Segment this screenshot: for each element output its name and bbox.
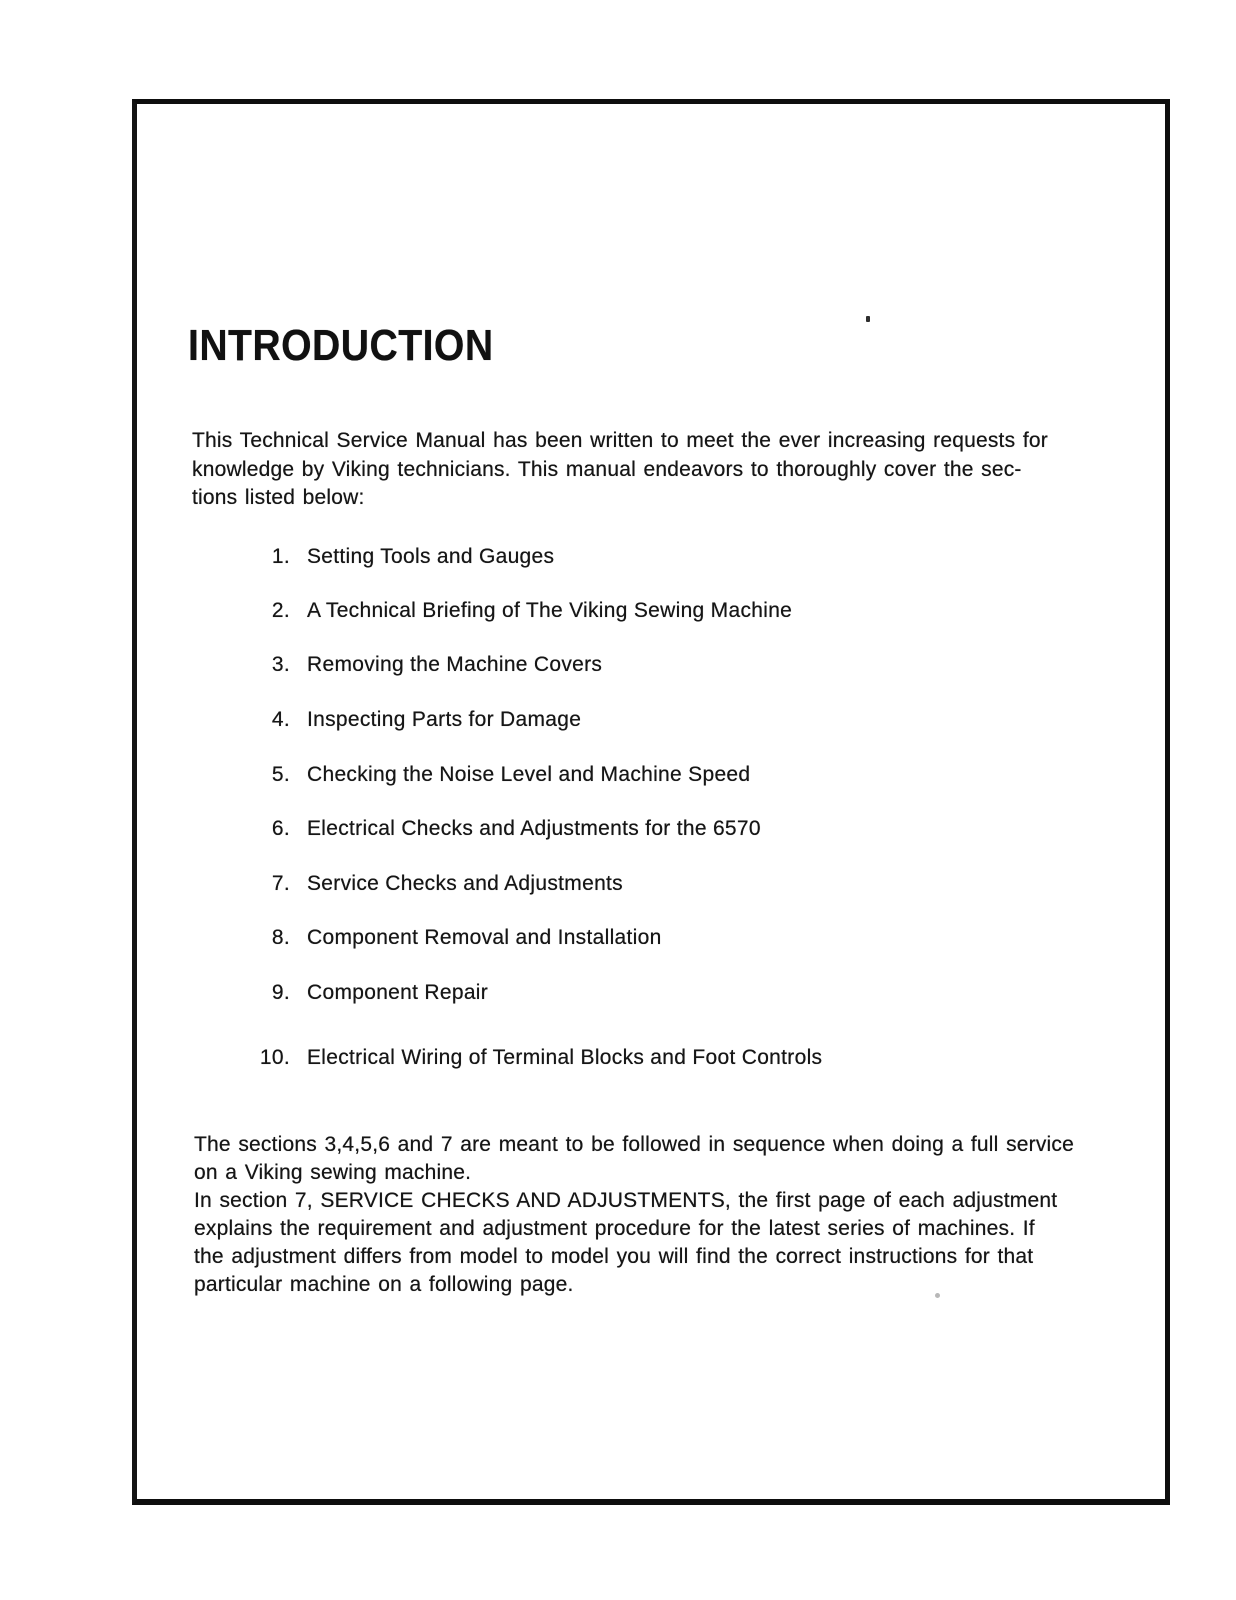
intro-paragraph-line: knowledge by Viking technicians. This manual endeavors to thoroughly cover the sec-	[192, 457, 1022, 481]
closing-paragraph-line: The sections 3,4,5,6 and 7 are meant to be followed in sequence when doing a full service	[194, 1133, 1074, 1156]
closing-paragraph	[194, 1131, 1074, 1299]
list-item-number: 4.	[271, 708, 290, 731]
scan-artifact-dot	[866, 316, 870, 322]
list-item-text: Inspecting Parts for Damage	[307, 708, 582, 731]
closing-paragraph-line: explains the requirement and adjustment procedure for the latest series of machines. If	[194, 1217, 1035, 1240]
intro-paragraph-line: tions listed below:	[192, 486, 365, 509]
list-item-text: Removing the Machine Covers	[307, 653, 603, 676]
list-item-text: Component Repair	[307, 981, 489, 1004]
list-item-text: A Technical Briefing of The Viking Sewing Machine	[307, 599, 793, 622]
page-title: INTRODUCTION	[188, 321, 494, 370]
closing-paragraph-line: on a Viking sewing machine.	[194, 1161, 472, 1184]
list-item-number: 2.	[271, 599, 290, 622]
list-item-text: Checking the Noise Level and Machine Speed	[307, 763, 751, 786]
list-item-text: Electrical Checks and Adjustments for the 6570	[307, 817, 761, 840]
list-item-number: 5.	[271, 763, 290, 786]
list-item-text: Setting Tools and Gauges	[307, 545, 555, 568]
closing-paragraph-line: In section 7, SERVICE CHECKS AND ADJUSTMENTS, the first page of each adjustment	[194, 1189, 1058, 1212]
list-item-number: 3.	[271, 653, 290, 676]
list-item-number: 6.	[271, 817, 290, 840]
scan-artifact-dot	[935, 1293, 940, 1298]
list-item-number: 7.	[271, 872, 290, 895]
list-item-text: Electrical Wiring of Terminal Blocks and Foot Controls	[307, 1046, 823, 1069]
intro-paragraph	[192, 427, 1048, 513]
list-item-number: 9.	[271, 981, 290, 1004]
intro-paragraph-line: This Technical Service Manual has been written to meet the ever increasing requests for	[192, 429, 1048, 452]
list-item-number: 1.	[271, 545, 290, 568]
list-item-number: 10.	[259, 1046, 290, 1069]
list-item-text: Service Checks and Adjustments	[307, 872, 623, 895]
closing-paragraph-line: particular machine on a following page.	[194, 1273, 574, 1296]
closing-paragraph-line: the adjustment differs from model to model you will find the correct instructions for that	[194, 1245, 1034, 1268]
list-item-text: Component Removal and Installation	[307, 926, 662, 949]
list-item-number: 8.	[271, 926, 290, 949]
